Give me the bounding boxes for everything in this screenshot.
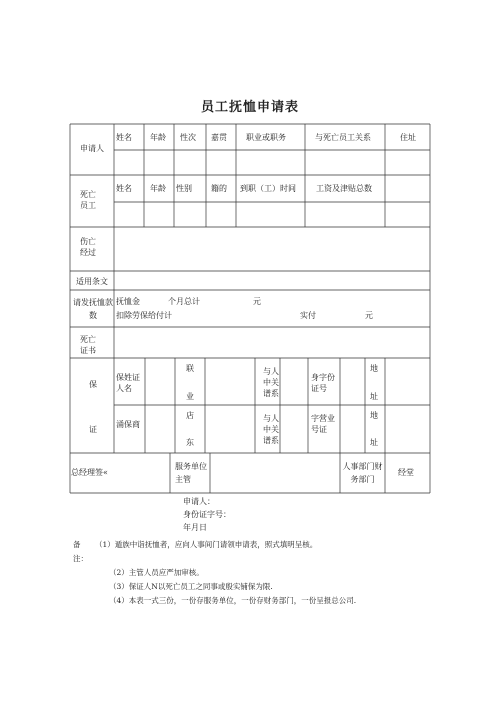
guarantor-person-relation: 与人中关谱系 bbox=[263, 367, 279, 398]
amount-actual-label: 实付 bbox=[300, 311, 316, 320]
review-label: 经堂 bbox=[398, 468, 414, 477]
applicant-header-address: 住址 bbox=[400, 133, 416, 142]
injury-label: 伤亡经过 bbox=[80, 237, 96, 257]
page-title: 员工抚恤申请表 bbox=[200, 100, 299, 115]
applicant-header-relation: 与死亡员工关系 bbox=[315, 133, 371, 142]
guarantor-person-col-bottom: 业 bbox=[186, 392, 194, 401]
gm-signature-label: 总经理签« bbox=[71, 468, 108, 477]
applicant-header-gender: 性次 bbox=[180, 133, 196, 142]
note-item: （2）主管人员应严加审核。 bbox=[109, 568, 204, 577]
note-item: （3）保证人N以死亡员工之同事或殷实铺保为限. bbox=[109, 582, 273, 591]
guarantor-shop-relation: 与人中关谱系 bbox=[263, 414, 279, 445]
guarantor-person-type: 保姓证人名 bbox=[116, 373, 140, 393]
deceased-header-gender: 性别 bbox=[176, 184, 192, 193]
applicant-label: 申请人 bbox=[80, 144, 104, 153]
deceased-header-origin: 籍的 bbox=[211, 184, 227, 193]
clause-label: 适用条文 bbox=[76, 277, 108, 286]
guarantor-person-address-bottom: 址 bbox=[370, 392, 378, 401]
signature-id-number: 身份证字号： bbox=[183, 510, 231, 519]
guarantor-shop-col-bottom: 东 bbox=[186, 438, 194, 447]
applicant-header-occupation: 职业或职务 bbox=[246, 133, 286, 142]
deceased-header-name: 姓名 bbox=[116, 184, 132, 193]
guarantor-shop-col-top: 店 bbox=[186, 411, 194, 420]
guarantor-person-col-top: 联 bbox=[186, 364, 194, 373]
deceased-header-salary: 工资及津贴总数 bbox=[316, 184, 372, 193]
guarantor-shop-address-bottom: 址 bbox=[370, 438, 378, 447]
hr-finance-label: 人事部门财务部门 bbox=[342, 462, 383, 484]
signature-date: 年月日 bbox=[183, 523, 207, 532]
guarantor-shop-id: 字营业号证 bbox=[311, 414, 335, 434]
signature-applicant: 申请人： bbox=[183, 497, 215, 506]
deceased-header-hire-date: 到职（工）时间 bbox=[240, 184, 296, 193]
amount-deduction-label: 扣除劳保给付计 bbox=[116, 311, 172, 320]
note-item: （4）本表一式三份，一份存服务单位，一份存财务部门，一份呈报总公司. bbox=[109, 596, 357, 605]
notes-section bbox=[73, 538, 356, 608]
guarantor-person-address-top: 地 bbox=[370, 364, 378, 373]
amount-pension-label: 抚恤金 bbox=[116, 297, 140, 306]
amount-label: 请发抚恤款数 bbox=[73, 298, 113, 320]
certificate-label: 死亡证书 bbox=[80, 335, 96, 355]
amount-yuan-1: 元 bbox=[253, 297, 261, 306]
deceased-header-age: 年龄 bbox=[150, 184, 166, 193]
applicant-header-age: 年龄 bbox=[150, 133, 166, 142]
amount-months-total: 个月总计 bbox=[168, 297, 200, 306]
guarantor-shop-type: 涌保商 bbox=[116, 420, 140, 429]
guarantor-person-id: 身字份证号 bbox=[311, 373, 335, 393]
service-unit-supervisor-label: 服务单位主管 bbox=[175, 462, 207, 484]
guarantee-label-1: 保 bbox=[89, 380, 97, 389]
deceased-label: 死亡员工 bbox=[80, 190, 96, 210]
guarantor-shop-address-top: 地 bbox=[370, 411, 378, 420]
applicant-header-name: 姓名 bbox=[116, 133, 132, 142]
amount-yuan-2: 元 bbox=[365, 311, 373, 320]
applicant-header-origin: 嘉贯 bbox=[211, 133, 227, 142]
note-item: （1）遁族中诣抚恤者，应向人事间门请领申请表，照式填明呈核。 bbox=[95, 540, 318, 549]
guarantee-label-2: 证 bbox=[89, 425, 97, 434]
notes-label: 备注： bbox=[73, 540, 88, 563]
